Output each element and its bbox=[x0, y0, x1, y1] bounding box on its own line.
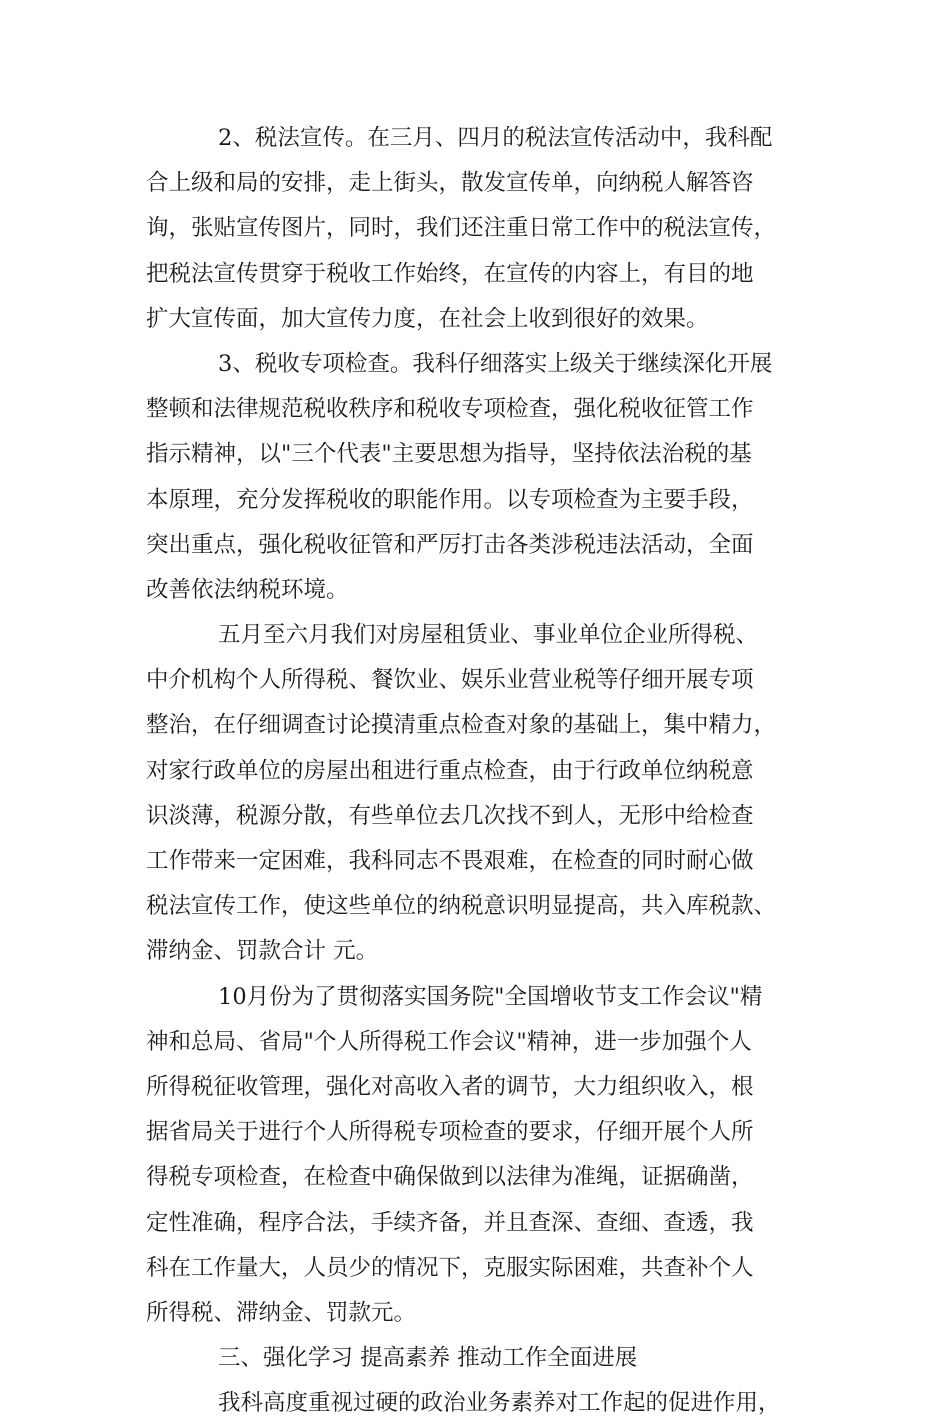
text-line: 询，张贴宣传图片，同时，我们还注重日常工作中的税法宣传， bbox=[146, 215, 777, 242]
text-line: 五月至六月我们对房屋租赁业、事业单位企业所得税、 bbox=[218, 622, 759, 649]
section-heading bbox=[146, 1336, 806, 1381]
text-line: 对家行政单位的房屋出租进行重点检查，由于行政单位纳税意 bbox=[146, 757, 754, 784]
text-line: 工作带来一定困难，我科同志不畏艰难，在检查的同时耐心做 bbox=[146, 848, 754, 874]
text-line: 10月份为了贯彻落实国务院"全国增收节支工作会议"精 bbox=[218, 983, 763, 1010]
text-line: 所得税、滞纳金、罚款元。 bbox=[146, 1299, 417, 1326]
text-line: 2、税法宣传。在三月、四月的税法宣传活动中，我科配 bbox=[218, 125, 773, 151]
text-line: 3、税收专项检查。我科仔细落实上级关于继续深化开展 bbox=[218, 350, 773, 377]
text-line: 扩大宣传面，加大宣传力度，在社会上收到很好的效果。 bbox=[146, 305, 709, 332]
text-line: 滞纳金、罚款合计 元。 bbox=[146, 938, 379, 965]
document-body bbox=[146, 116, 806, 1426]
text-line: 中介机构个人所得税、餐饮业、娱乐业营业税等仔细开展专项 bbox=[146, 667, 754, 694]
text-line: 得税专项检查，在检查中确保做到以法律为准绳，证据确凿， bbox=[146, 1164, 754, 1191]
text-line: 据省局关于进行个人所得税专项检查的要求，仔细开展个人所 bbox=[146, 1119, 754, 1146]
text-line: 我科高度重视过硬的政治业务素养对工作起的促进作用， bbox=[218, 1390, 781, 1417]
paragraph-october bbox=[146, 975, 806, 1337]
text-line: 指示精神，以"三个代表"主要思想为指导，坚持依法治税的基 bbox=[146, 441, 752, 468]
paragraph-tax-publicity bbox=[146, 116, 806, 342]
text-line: 整治，在仔细调查讨论摸清重点检查对象的基础上，集中精力， bbox=[146, 712, 777, 739]
text-line: 把税法宣传贯穿于税收工作始终，在宣传的内容上，有目的地 bbox=[146, 260, 754, 287]
text-line: 改善依法纳税环境。 bbox=[146, 576, 349, 603]
text-line: 定性准确，程序合法，手续齐备，并且查深、查细、查透，我 bbox=[146, 1209, 754, 1236]
text-line: 合上级和局的安排，走上街头，散发宣传单，向纳税人解答咨 bbox=[146, 170, 754, 197]
text-line: 所得税征收管理，强化对高收入者的调节，大力组织收入，根 bbox=[146, 1073, 754, 1100]
paragraph-may-june bbox=[146, 613, 806, 975]
text-line: 神和总局、省局"个人所得税工作会议"精神，进一步加强个人 bbox=[146, 1028, 752, 1055]
section-heading-text: 三、强化学习 提高素养 推动工作全面进展 bbox=[218, 1345, 638, 1372]
text-line: 识淡薄，税源分散，有些单位去几次找不到人，无形中给检查 bbox=[146, 802, 754, 829]
text-line: 税法宣传工作，使这些单位的纳税意识明显提高，共入库税款、 bbox=[146, 893, 777, 920]
text-line: 突出重点，强化税收征管和严厉打击各类涉税违法活动，全面 bbox=[146, 531, 754, 558]
text-line: 整顿和法律规范税收秩序和税收专项检查，强化税收征管工作 bbox=[146, 396, 754, 423]
text-line: 本原理，充分发挥税收的职能作用。以专项检查为主要手段， bbox=[146, 486, 754, 513]
paragraph-study bbox=[146, 1381, 806, 1426]
text-line: 科在工作量大，人员少的情况下，克服实际困难，共查补个人 bbox=[146, 1254, 754, 1281]
paragraph-special-inspection bbox=[146, 342, 806, 613]
